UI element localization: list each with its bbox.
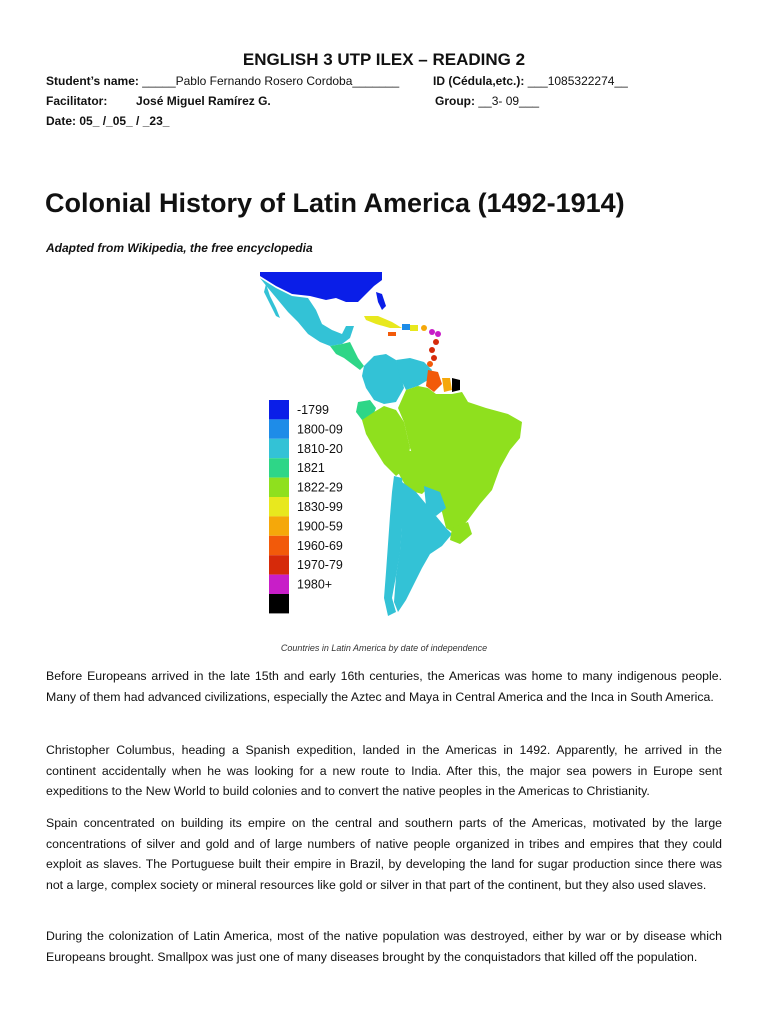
latin-america-map	[246, 272, 532, 620]
legend-swatch	[269, 458, 289, 477]
paragraph-2: Christopher Columbus, heading a Spanish expedition, landed in the Americas in 1492. Apparently, he arrived in the continent accidentally when he was looking for a new route to India. After this, the major sea powers in Europe sent expeditions to the New World to build colonies and to convert the native peoples in the Americas to Christianity.	[46, 743, 722, 798]
legend-label: 1960-69	[297, 538, 343, 553]
legend-swatch	[269, 575, 289, 594]
legend-label: 1970-79	[297, 558, 343, 573]
legend-label: 1830-99	[297, 500, 343, 514]
map-caption: Countries in Latin America by date of independence	[280, 643, 488, 653]
map-region-cuba	[364, 316, 402, 328]
map-region-central-america	[330, 342, 364, 370]
legend-label: 1821	[297, 461, 325, 476]
legend-swatch	[269, 516, 289, 535]
student-name-label: Student’s name:	[46, 74, 139, 88]
map-region-antilles-1	[429, 329, 435, 335]
legend-label: 1800-09	[297, 422, 343, 437]
id-label: ID (Cédula,etc.):	[433, 74, 525, 88]
legend-label: 1900-59	[297, 519, 343, 534]
group-row	[435, 94, 539, 108]
id-value: ___1085322274__	[527, 74, 628, 88]
paragraph-4: During the colonization of Latin America, most of the native population was destroyed, either by war or by disease which Europeans brought. Smallpox was just one of many diseases brought by the conquistadors that killed off the population.	[46, 929, 722, 964]
group-label: Group:	[435, 94, 475, 108]
map-region-jamaica	[388, 332, 396, 336]
paragraph-3: Spain concentrated on building its empire on the central and southern parts of the Americas, motivated by the large concentrations of silver and gold and of large numbers of native people organized in tribes and empires that they could exploit as slaves. The Portuguese built their empire in Brazil, by developing the land for sugar production since there was not a large, complex society or mineral resources like gold or silver in that part of the continent, but they also used slaves.	[46, 816, 722, 892]
facilitator-label: Facilitator:	[46, 94, 108, 108]
document-title: Colonial History of Latin America (1492-1914)	[45, 188, 625, 218]
map-region-french-guiana	[452, 378, 460, 392]
legend-label: 1822-29	[297, 480, 343, 495]
legend-swatch	[269, 497, 289, 516]
map-region-antilles-5	[431, 355, 437, 361]
map-region-antilles-4	[429, 347, 435, 353]
map-region-puerto-rico	[421, 325, 427, 331]
legend-swatch	[269, 478, 289, 497]
id-row	[433, 74, 628, 88]
legend-swatch	[269, 400, 289, 419]
legend-swatch	[269, 594, 289, 613]
legend-label: 1980+	[297, 577, 333, 592]
facilitator-value: José Miguel Ramírez G.	[136, 94, 271, 108]
legend-swatch	[269, 439, 289, 458]
map-figure	[246, 272, 532, 620]
legend-swatch	[269, 555, 289, 574]
source-note: Adapted from Wikipedia, the free encyclopedia	[46, 241, 313, 255]
course-title: ENGLISH 3 UTP ILEX – READING 2	[242, 50, 526, 69]
map-region-haiti	[402, 324, 410, 330]
legend-swatch	[269, 419, 289, 438]
map-region-suriname	[442, 378, 452, 392]
date-row: Date: 05_ /_05_ / _23_	[46, 114, 170, 128]
paragraph-1: Before Europeans arrived in the late 15th and early 16th centuries, the Americas was home to many indigenous people. Many of them had advanced civilizations, especially the Aztec and Maya in Central America and the Inca in South America.	[46, 669, 722, 704]
map-legend	[269, 400, 343, 613]
group-value: __3- 09___	[478, 94, 540, 108]
facilitator-row	[46, 94, 271, 108]
map-region-antilles-3	[433, 339, 439, 345]
student-name-row	[46, 74, 399, 88]
map-region-antilles-2	[435, 331, 441, 337]
map-region-dominican	[410, 325, 418, 331]
legend-label: 1810-20	[297, 441, 343, 456]
legend-label: -1799	[297, 403, 329, 417]
map-region-florida	[376, 292, 386, 310]
student-name-value: _____Pablo Fernando Rosero Cordoba_______	[142, 74, 400, 88]
legend-swatch	[269, 536, 289, 555]
